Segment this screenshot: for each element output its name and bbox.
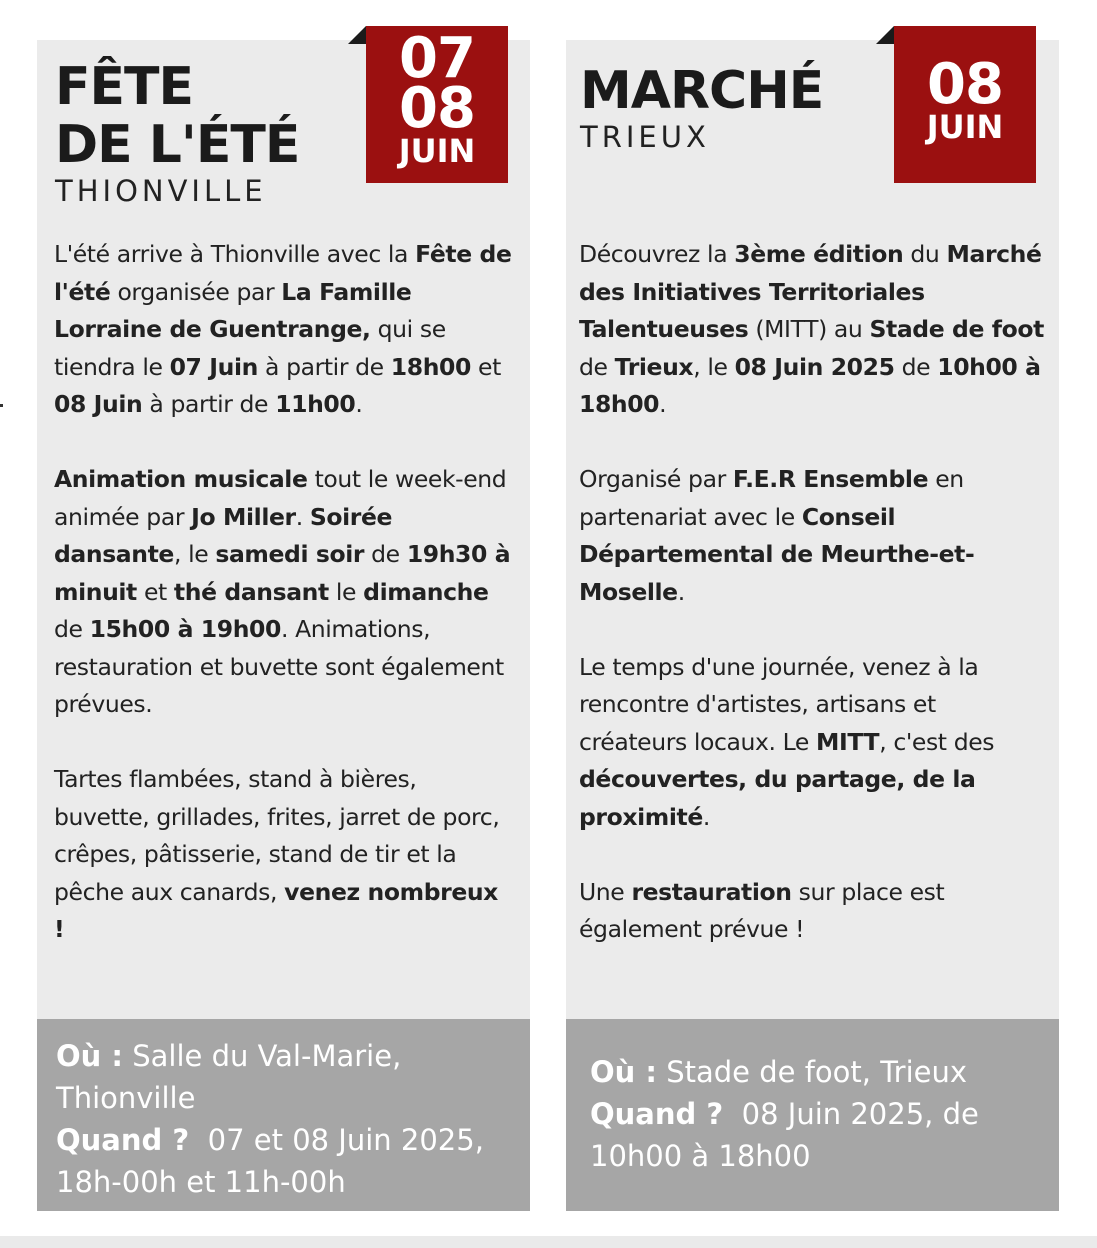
description-paragraph-3 (579, 649, 1047, 837)
text-run: de (364, 540, 407, 568)
bold-text-run: 18h00 (390, 352, 471, 381)
text-run: . (677, 577, 685, 606)
where-label: Où : (56, 1039, 123, 1073)
text-run: , le (693, 352, 735, 381)
date-month: JUIN (398, 132, 476, 170)
text-run: à partir de (142, 390, 276, 418)
bold-text-run: MITT (816, 727, 880, 756)
text-run: et (136, 577, 174, 606)
text-run: sur place est également prévue ! (579, 877, 945, 943)
bold-text-run: venez nombreux ! (54, 877, 498, 943)
text-run: qui se tiendra le (54, 315, 446, 381)
text-run: le (328, 577, 364, 606)
text-run: du (903, 240, 947, 268)
bold-text-run: Fête de l'été (54, 240, 512, 306)
bold-text-run: 08 Juin (54, 390, 143, 418)
event-info-footer (566, 1019, 1059, 1211)
bold-text-run: 19h30 à minuit (54, 540, 511, 606)
when-value: 07 et 08 Juin 2025, 18h-00h et 11h-00h (56, 1123, 484, 1199)
date-fold (876, 26, 894, 44)
bold-text-run: Stade de foot (869, 315, 1044, 343)
text-run: de (894, 352, 938, 381)
bold-text-run: Conseil Départemental de Meurthe-et-Moselle (579, 502, 975, 606)
bold-text-run: 11h00 (275, 390, 356, 418)
bold-text-run: Animation musicale (54, 465, 308, 493)
event-card-fete-ete (37, 26, 530, 1211)
text-run: de (579, 352, 615, 381)
text-run: . Animations, restauration et buvette sont également prévues. (54, 615, 504, 718)
bold-text-run: 3ème édition (734, 240, 904, 268)
date-month: JUIN (926, 108, 1004, 146)
event-description (579, 236, 1047, 986)
when-value: 08 Juin 2025, de 10h00 à 18h00 (590, 1097, 979, 1173)
text-run: en partenariat avec le (579, 465, 964, 531)
event-description (54, 236, 516, 986)
text-run: (MITT) au (748, 315, 870, 343)
description-paragraph-4 (579, 874, 1047, 949)
description-paragraph-1 (54, 236, 516, 424)
date-day-1: 08 (927, 52, 1003, 117)
bold-text-run: Marché des Initiatives Territoriales Talentueuses (579, 240, 1042, 343)
text-run: et (470, 352, 501, 381)
title-line-2: DE L'ÉTÉ (55, 115, 300, 175)
event-city: THIONVILLE (55, 174, 267, 208)
bold-text-run: découvertes, du partage, de la proximité (579, 765, 976, 831)
text-run: Le temps d'une journée, venez à la rencontre d'artistes, artisans et créateurs locaux. Le (579, 652, 979, 756)
bold-text-run: dimanche (363, 577, 489, 606)
description-paragraph-2 (579, 461, 1047, 611)
date-day-2: 08 (399, 76, 475, 141)
text-run: , le (173, 540, 216, 568)
event-title (55, 58, 299, 208)
bold-text-run: samedi soir (215, 540, 365, 568)
text-run: tout le week-end animée par (54, 465, 507, 531)
edge-mark (0, 404, 3, 407)
bold-text-run: thé dansant (173, 577, 329, 606)
title-line-1: MARCHÉ (580, 61, 824, 121)
text-run: Une (579, 877, 632, 906)
text-run: organisée par (110, 277, 282, 306)
where-line (590, 1051, 1010, 1093)
bold-text-run: Trieux (614, 352, 694, 381)
bold-text-run: La Famille Lorraine de Guentrange, (54, 277, 412, 343)
text-run: , c'est des (879, 727, 995, 756)
bold-text-run: Soirée dansante (54, 502, 393, 568)
text-run: . (355, 390, 363, 418)
bold-text-run: 10h00 à 18h00 (579, 352, 1041, 418)
description-paragraph-3 (54, 761, 516, 949)
title-line-1: FÊTE (55, 57, 194, 117)
description-paragraph-1 (579, 236, 1047, 424)
text-run: . (659, 390, 667, 418)
event-title (580, 62, 823, 154)
date-fold (348, 26, 366, 44)
bold-text-run: Jo Miller (191, 502, 296, 531)
when-label: Quand ? (590, 1097, 724, 1131)
bottom-divider (0, 1236, 1097, 1248)
text-run: Découvrez la (579, 240, 735, 268)
text-run: de (54, 615, 90, 643)
description-paragraph-2 (54, 461, 516, 724)
where-label: Où : (590, 1055, 657, 1089)
bold-text-run: F.E.R Ensemble (732, 465, 929, 493)
text-run: Tartes flambées, stand à bières, buvette, grillades, frites, jarret de porc, crêpes, pâtisserie, stand de tir et la pêche aux canards, (54, 765, 500, 906)
date-day-1: 07 (399, 26, 475, 91)
event-card-marche (566, 40, 1059, 1211)
where-line (56, 1035, 496, 1119)
bold-text-run: restauration (631, 877, 792, 906)
event-city: TRIEUX (580, 120, 710, 154)
bold-text-run: 07 Juin (169, 352, 258, 381)
text-run: . (702, 802, 710, 831)
date-badge (366, 26, 508, 183)
text-run: à partir de (257, 352, 391, 381)
text-run: . (295, 502, 310, 531)
when-line (590, 1093, 1010, 1177)
event-info-footer (37, 1019, 530, 1211)
bold-text-run: 08 Juin 2025 (734, 352, 895, 381)
date-badge (894, 26, 1036, 183)
bold-text-run: 15h00 à 19h00 (89, 615, 281, 643)
text-run: L'été arrive à Thionville avec la (54, 240, 416, 268)
when-label: Quand ? (56, 1123, 190, 1157)
where-value: Stade de foot, Trieux (666, 1055, 968, 1089)
text-run: Organisé par (579, 465, 733, 493)
where-value: Salle du Val-Marie, Thionville (56, 1039, 402, 1115)
when-line (56, 1119, 496, 1203)
